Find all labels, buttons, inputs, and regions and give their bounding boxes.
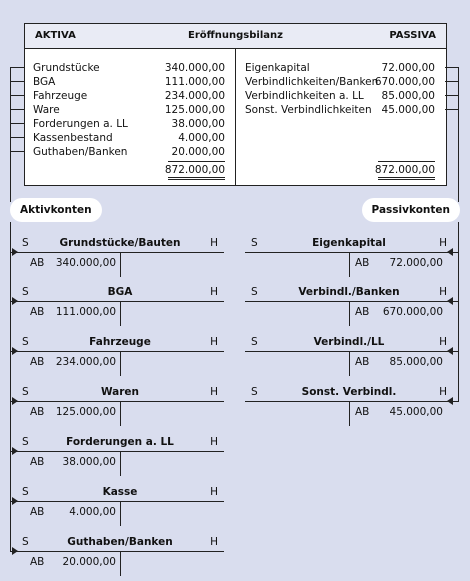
t-account-aktiv (16, 436, 224, 476)
ab-value: 4.000,00 (69, 506, 116, 518)
aktiva-header: AKTIVA (35, 30, 76, 41)
passiva-double-line (378, 177, 435, 178)
account-name: Guthaben/Banken (67, 536, 173, 548)
t-account-aktiv (16, 286, 224, 326)
t-account-aktiv (16, 486, 224, 526)
t-account-center-line (120, 551, 121, 576)
passiv-connector (453, 401, 459, 402)
passiva-label: Verbindlichkeiten a. LL (245, 90, 364, 102)
t-account-passiv (245, 386, 453, 426)
ab-value: 111.000,00 (55, 306, 116, 318)
haben-label: H (210, 386, 218, 398)
passiva-tick (445, 67, 459, 68)
passivkonten-label: Passivkonten (362, 198, 460, 222)
account-name: Sonst. Verbindl. (301, 386, 397, 398)
t-account-center-line (349, 401, 350, 426)
t-account-center-line (120, 451, 121, 476)
balance-sheet-divider (235, 48, 236, 185)
t-account-center-line (120, 252, 121, 277)
t-account-center-line (349, 351, 350, 376)
account-name: Kasse (102, 486, 138, 498)
ab-label: AB (355, 406, 370, 418)
aktiva-value: 125.000,00 (164, 104, 225, 116)
t-account-center-line (120, 301, 121, 326)
haben-label: H (439, 237, 447, 249)
t-account-aktiv (16, 536, 224, 576)
soll-label: S (22, 436, 29, 448)
ab-value: 125.000,00 (55, 406, 116, 418)
account-name: Eigenkapital (312, 237, 386, 249)
ab-value: 20.000,00 (62, 556, 116, 568)
account-name: Waren (100, 386, 140, 398)
account-name: Verbindl./LL (313, 336, 385, 348)
t-account-center-line (120, 351, 121, 376)
aktiva-total: 872.000,00 (164, 164, 225, 176)
passiva-value: 45.000,00 (381, 104, 435, 116)
passiva-header: PASSIVA (389, 30, 436, 41)
haben-label: H (210, 286, 218, 298)
aktiva-tick (10, 123, 24, 124)
passiv-connector (453, 252, 459, 253)
aktiva-label: BGA (33, 76, 56, 88)
aktiva-label: Fahrzeuge (33, 90, 88, 102)
haben-label: H (439, 286, 447, 298)
balance-sheet-header (25, 24, 446, 49)
aktiva-sum-line (168, 161, 225, 162)
passiva-value: 72.000,00 (381, 62, 435, 74)
passiva-double-line (378, 179, 435, 180)
aktiva-tick (10, 151, 24, 152)
soll-label: S (251, 336, 258, 348)
ab-label: AB (30, 556, 45, 568)
passiva-value: 85.000,00 (381, 90, 435, 102)
haben-label: H (439, 336, 447, 348)
t-account-passiv (245, 286, 453, 326)
opening-balance-sheet (24, 23, 447, 186)
haben-label: H (210, 336, 218, 348)
passiva-total: 872.000,00 (374, 164, 435, 176)
passiva-tick (445, 95, 459, 96)
t-account-passiv (245, 237, 453, 277)
soll-label: S (251, 386, 258, 398)
aktiva-label: Kassenbestand (33, 132, 113, 144)
account-name: Verbindl./Banken (298, 286, 400, 298)
passiv-connector (453, 351, 459, 352)
t-account-center-line (349, 252, 350, 277)
passiva-label: Eigenkapital (245, 62, 310, 74)
passiva-sum-line (378, 161, 435, 162)
aktiva-label: Grundstücke (33, 62, 100, 74)
t-account-center-line (349, 301, 350, 326)
t-account-aktiv (16, 336, 224, 376)
haben-label: H (210, 536, 218, 548)
haben-label: H (210, 436, 218, 448)
t-account-passiv (245, 336, 453, 376)
ab-value: 340.000,00 (55, 257, 116, 269)
account-name: Fahrzeuge (89, 336, 151, 348)
balance-sheet-title: Eröffnungsbilanz (188, 30, 283, 41)
soll-label: S (22, 237, 29, 249)
soll-label: S (22, 336, 29, 348)
passiva-tick (445, 109, 459, 110)
t-account-center-line (120, 501, 121, 526)
soll-label: S (251, 237, 258, 249)
passiv-connector (453, 301, 459, 302)
ab-label: AB (355, 306, 370, 318)
aktiva-double-line (168, 177, 225, 178)
account-name: Grundstücke/Bauten (59, 237, 181, 249)
ab-value: 38.000,00 (62, 456, 116, 468)
soll-label: S (22, 286, 29, 298)
passiva-label: Verbindlichkeiten/Banken (245, 76, 379, 88)
passiva-tick (445, 81, 459, 82)
account-name: Forderungen a. LL (66, 436, 174, 448)
passiva-bus-lower (458, 222, 459, 402)
ab-value: 670.000,00 (382, 306, 443, 318)
haben-label: H (210, 237, 218, 249)
soll-label: S (22, 486, 29, 498)
haben-label: H (439, 386, 447, 398)
passiva-value: 670.000,00 (374, 76, 435, 88)
ab-label: AB (30, 356, 45, 368)
passiva-label: Sonst. Verbindlichkeiten (245, 104, 372, 116)
t-account-aktiv (16, 386, 224, 426)
aktiva-value: 4.000,00 (178, 132, 225, 144)
aktiva-label: Ware (33, 104, 60, 116)
soll-label: S (22, 536, 29, 548)
haben-label: H (210, 486, 218, 498)
ab-value: 85.000,00 (389, 356, 443, 368)
aktiva-tick (10, 95, 24, 96)
aktiva-tick (10, 137, 24, 138)
soll-label: S (22, 386, 29, 398)
aktiva-label: Forderungen a. LL (33, 118, 128, 130)
aktiva-label: Guthaben/Banken (33, 146, 128, 158)
aktiva-bus-lower (10, 222, 11, 552)
aktiva-double-line (168, 179, 225, 180)
aktiva-tick (10, 67, 24, 68)
aktiva-bus-upper (10, 67, 11, 202)
ab-label: AB (30, 406, 45, 418)
ab-label: AB (30, 306, 45, 318)
account-name: BGA (107, 286, 133, 298)
ab-label: AB (30, 257, 45, 269)
aktiva-value: 111.000,00 (164, 76, 225, 88)
ab-label: AB (355, 356, 370, 368)
aktiva-tick (10, 81, 24, 82)
t-account-center-line (120, 401, 121, 426)
ab-label: AB (30, 506, 45, 518)
t-account-aktiv (16, 237, 224, 277)
ab-value: 234.000,00 (55, 356, 116, 368)
aktiva-value: 340.000,00 (164, 62, 225, 74)
ab-label: AB (355, 257, 370, 269)
soll-label: S (251, 286, 258, 298)
aktiva-tick (10, 109, 24, 110)
aktiva-value: 38.000,00 (171, 118, 225, 130)
passiva-bus-upper (458, 67, 459, 202)
ab-value: 45.000,00 (389, 406, 443, 418)
aktiva-value: 234.000,00 (164, 90, 225, 102)
aktivkonten-label: Aktivkonten (10, 198, 102, 222)
ab-label: AB (30, 456, 45, 468)
aktiva-value: 20.000,00 (171, 146, 225, 158)
ab-value: 72.000,00 (389, 257, 443, 269)
